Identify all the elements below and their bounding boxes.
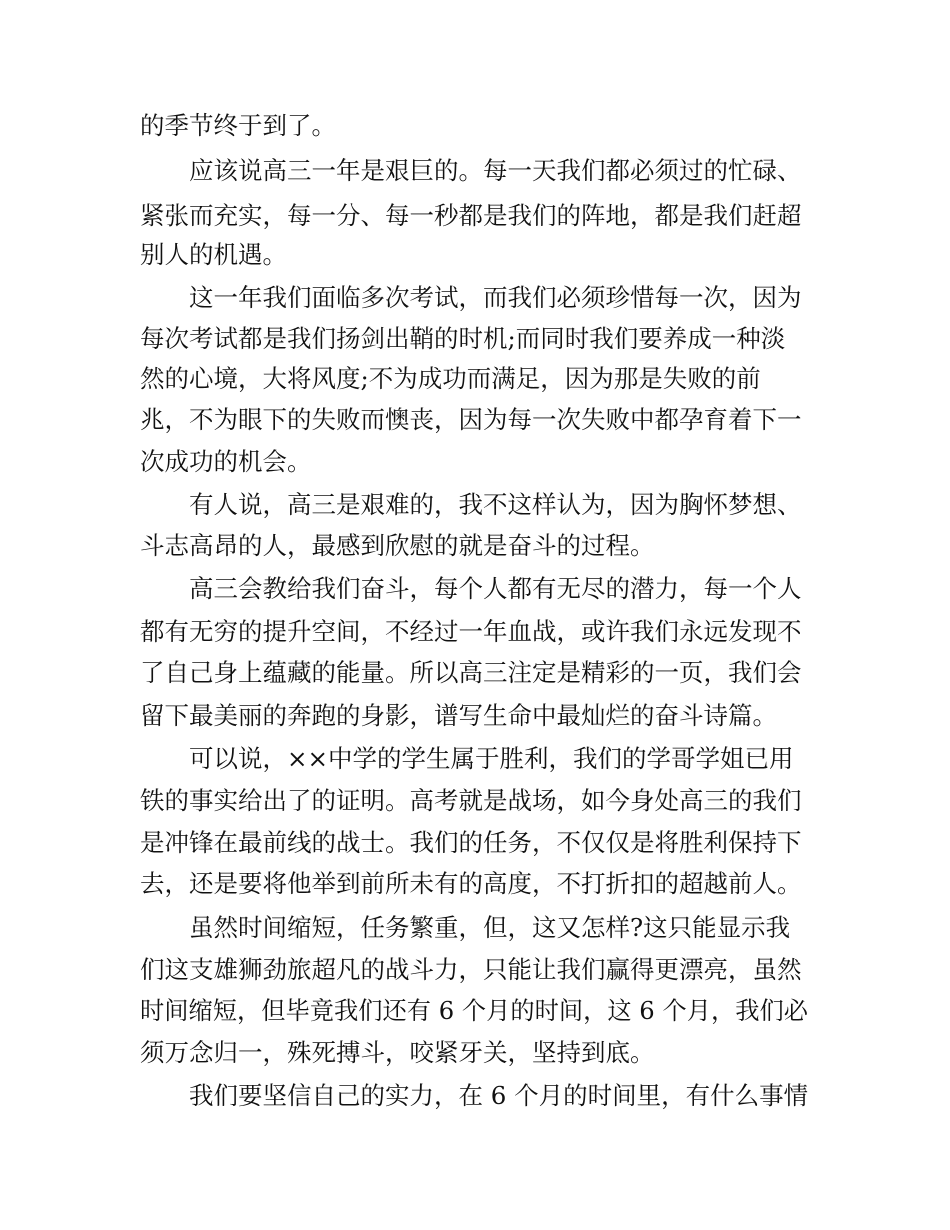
paragraph-first-line: 虽然时间缩短，任务繁重，但，这又怎样?这只能显示我 — [189, 913, 791, 942]
text-line: 时间缩短，但毕竟我们还有 6 个月的时间，这 6 个月，我们必 — [140, 996, 808, 1025]
text-line: 都有无穷的提升空间，不经过一年血战，或许我们永远发现不 — [140, 617, 802, 646]
text-line: 们这支雄狮劲旅超凡的战斗力，只能让我们赢得更漂亮，虽然 — [140, 955, 802, 984]
text-line: 须万念归一，殊死搏斗，咬紧牙关，坚持到底。 — [140, 1038, 655, 1067]
paragraph-first-line: 有人说，高三是艰难的，我不这样认为，因为胸怀梦想、 — [189, 490, 802, 519]
paragraph-first-line: 我们要坚信自己的实力，在 6 个月的时间里，有什么事情 — [189, 1081, 809, 1110]
text-line: 斗志高昂的人，最感到欣慰的就是奋斗的过程。 — [140, 531, 655, 560]
paragraph-first-line: 这一年我们面临多次考试，而我们必须珍惜每一次，因为 — [189, 283, 802, 312]
text-line: 兆，不为眼下的失败而懊丧，因为每一次失败中都孕育着下一 — [140, 405, 802, 434]
text-line: 别人的机遇。 — [140, 240, 287, 269]
text-line: 次成功的机会。 — [140, 447, 312, 476]
text-line: 的季节终于到了。 — [140, 111, 336, 140]
text-line: 紧张而充实，每一分、每一秒都是我们的阵地，都是我们赶超 — [140, 201, 802, 230]
paragraph-first-line: 应该说高三一年是艰巨的。每一天我们都必须过的忙碌、 — [189, 156, 802, 185]
paragraph-first-line: 可以说，××中学的学生属于胜利，我们的学哥学姐已用 — [189, 744, 794, 773]
text-line: 每次考试都是我们扬剑出鞘的时机;而同时我们要养成一种淡 — [140, 324, 786, 353]
paragraph-first-line: 高三会教给我们奋斗，每个人都有无尽的潜力，每一个人 — [189, 574, 802, 603]
text-line: 去，还是要将他举到前所未有的高度，不打折扣的超越前人。 — [140, 869, 802, 898]
text-line: 是冲锋在最前线的战士。我们的任务，不仅仅是将胜利保持下 — [140, 828, 802, 857]
text-line: 然的心境，大将风度;不为成功而满足，因为那是失败的前 — [140, 364, 761, 393]
text-line: 留下最美丽的奔跑的身影，谱写生命中最灿烂的奋斗诗篇。 — [140, 701, 777, 730]
text-line: 了自己身上蕴藏的能量。所以高三注定是精彩的一页，我们会 — [140, 658, 802, 687]
text-line: 铁的事实给出了的证明。高考就是战场，如今身处高三的我们 — [140, 786, 802, 815]
